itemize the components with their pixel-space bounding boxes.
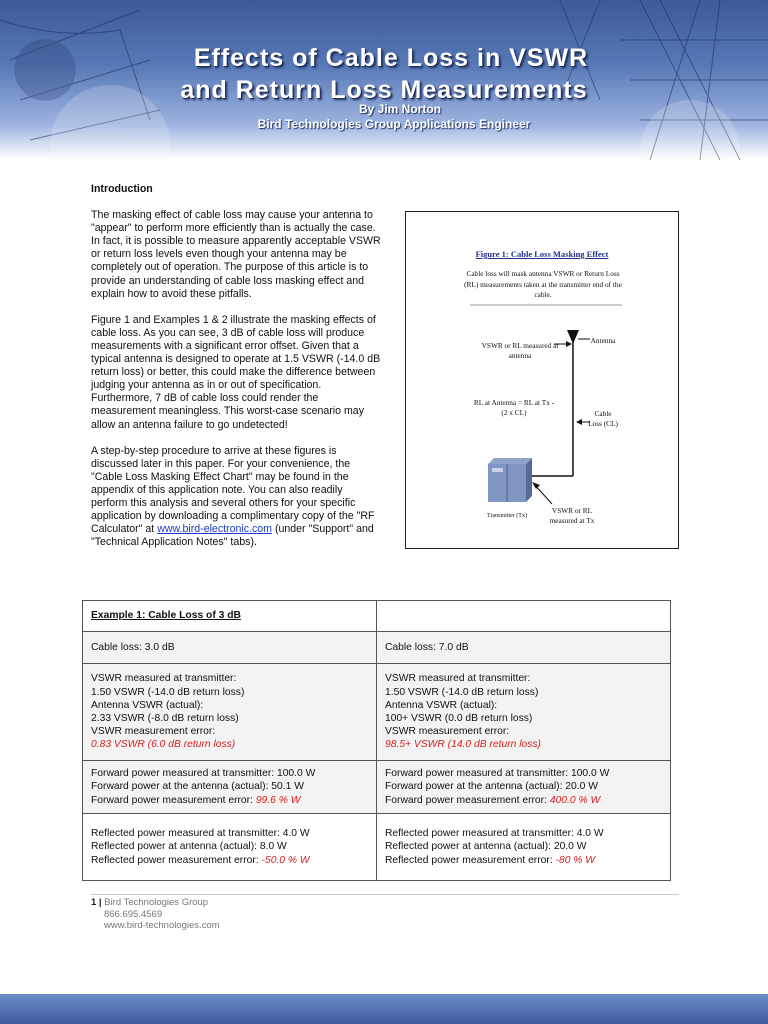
reflected-error-label: Reflected power measurement error: (91, 854, 262, 866)
forward-power-cell-left (83, 761, 377, 814)
reflected-power-line: Reflected power measured at transmitter: 4.0 W (91, 828, 310, 840)
cable-diagram (406, 212, 680, 550)
vswr-tx-label: VSWR or RL measured at Tx (549, 506, 595, 525)
footer-phone: 866.695.4569 (104, 908, 163, 920)
table-row (83, 601, 671, 632)
vswr-antenna-label: VSWR or RL measured at antenna (481, 341, 559, 360)
table-row (83, 761, 671, 814)
reflected-power-cell-right (377, 814, 671, 881)
author-role: Bird Technologies Group Applications Engineer (257, 117, 531, 131)
vswr-line: VSWR measured at transmitter: (385, 673, 531, 685)
forward-power-line: Forward power at the antenna (actual): 20.0 W (385, 781, 598, 793)
forward-power-error-line (91, 794, 368, 807)
forward-error-value: 400.0 % W (549, 794, 601, 806)
intro-paragraph-3-tail: (under "Support" and "Technical Application Notes" tabs). (91, 523, 374, 549)
forward-power-error-line (385, 794, 662, 807)
vswr-line: 2.33 VSWR (-8.0 dB return loss) (91, 713, 239, 724)
page-number: 1 (91, 897, 97, 908)
forward-power-line: Forward power measured at transmitter: 100.0 W (91, 768, 316, 780)
vswr-cell-left (83, 664, 377, 761)
transmitter-icon (488, 458, 532, 502)
author: By Jim Norton (358, 102, 441, 116)
vswr-antenna-arrowhead (566, 341, 572, 347)
title-line-2: and Return Loss Measurements (180, 76, 588, 104)
footer-website: www.bird-technologies.com (104, 920, 220, 931)
example-header (83, 601, 377, 632)
rl-formula: RL at Antenna = RL at Tx - (2 x CL) (473, 398, 555, 417)
vswr-line: VSWR measurement error: (385, 726, 510, 738)
cable-loss-label: Cable Loss (CL) (588, 409, 618, 428)
vswr-line: VSWR measurement error: (91, 726, 216, 738)
reflected-power-line: Reflected power measured at transmitter: 4.0 W (385, 828, 604, 840)
vswr-cell-right (377, 664, 671, 761)
forward-error-label: Forward power measurement error: (91, 794, 256, 806)
vswr-line: 1.50 VSWR (-14.0 dB return loss) (385, 686, 539, 698)
cable-loss-right: Cable loss: 7.0 dB (377, 632, 671, 664)
introduction-heading: Introduction (91, 183, 153, 195)
cable-loss-arrowhead (576, 419, 582, 425)
transmitter-label: Transmitter (Tx) (487, 513, 527, 519)
vswr-line: VSWR measured at transmitter: (91, 673, 237, 685)
footer-company-line (91, 897, 220, 909)
introduction-section (91, 183, 381, 562)
reflected-power-line: Reflected power at antenna (actual): 8.0 W (91, 841, 287, 853)
footer-company: Bird Technologies Group (104, 897, 209, 908)
table-row (83, 814, 671, 881)
reflected-power-line: Reflected power at antenna (actual): 20.0 W (385, 841, 587, 853)
bottom-banner (0, 994, 768, 1024)
cable-loss-left: Cable loss: 3.0 dB (83, 632, 377, 664)
vswr-line: Antenna VSWR (actual): (385, 699, 498, 711)
antenna-icon (567, 330, 579, 344)
intro-paragraph-1: The masking effect of cable loss may cause your antenna to "appear" to perform more efficiently than is actually the case. In fact, it is possible to measure apparently acceptable VSWR or return loss levels even though your antenna may be completely out of operation. The purpose of this article is to provide an understanding of cable loss masking effect and explain how to avoid these pitfalls. (91, 209, 381, 300)
reflected-power-error-line (91, 854, 368, 867)
header-banner (0, 0, 768, 160)
vswr-error-value: 98.5+ VSWR (14.0 dB return loss) (385, 739, 541, 751)
footer-separator: | (96, 897, 105, 908)
example-header-empty (377, 601, 671, 632)
vswr-line: 100+ VSWR (0.0 dB return loss) (385, 713, 533, 724)
forward-power-cell-right (377, 761, 671, 814)
bird-electronic-link[interactable]: www.bird-electronic.com (157, 523, 272, 536)
intro-paragraph-3 (91, 445, 381, 550)
figure-title (406, 249, 678, 259)
forward-error-value: 99.6 % W (255, 794, 301, 806)
footer-divider (91, 894, 679, 895)
example-header-text: Example 1: Cable Loss of 3 dB (91, 610, 241, 622)
figure-title-text: Figure 1: Cable Loss Masking Effect (475, 249, 609, 259)
figure-description: Cable loss will mask antenna VSWR or Return Loss (RL) measurements taken at the transmitter end of the cable. (464, 269, 622, 299)
figure-1 (405, 211, 679, 549)
forward-power-line: Forward power measured at transmitter: 100.0 W (385, 768, 610, 780)
reflected-power-cell-left (83, 814, 377, 881)
vswr-error-value: 0.83 VSWR (6.0 dB return loss) (91, 739, 236, 751)
table-row (83, 664, 671, 761)
reflected-error-value: -50.0 % W (261, 854, 310, 866)
forward-power-line: Forward power at the antenna (actual): 50.1 W (91, 781, 304, 793)
vswr-tx-arrowhead (532, 482, 540, 489)
antenna-label: Antenna (590, 336, 616, 345)
reflected-error-label: Reflected power measurement error: (385, 854, 556, 866)
reflected-power-error-line (385, 854, 662, 867)
example-table (82, 600, 671, 881)
vswr-line: 1.50 VSWR (-14.0 dB return loss) (91, 686, 245, 698)
forward-error-label: Forward power measurement error: (385, 794, 550, 806)
reflected-error-value: -80 % W (555, 854, 596, 866)
intro-paragraph-2: Figure 1 and Examples 1 & 2 illustrate the masking effects of cable loss. As you can see, 3 dB of cable loss will produce measurements with a significant error offset. Given that a typical antenna is designed to operate at 1.5 VSWR (-14.0 dB return loss) or better, this could make the difference between judging your antenna as in or out of specification. Furthermore, 7 dB of cable loss could render the measurement meaningless. This worst-case scenario may allow an antenna failure to go undetected! (91, 313, 381, 431)
intro-paragraph-3-text: A step-by-step procedure to arrive at these figures is discussed later in this paper. For your convenience, the "Cable Loss Masking Effect Chart" may be found in the appendix of this application note. You can also readily perform this analysis and several others for your specific application by downloading a complimentary copy of the "RF Calculator" at (91, 444, 375, 536)
table-row (83, 632, 671, 664)
vswr-line: Antenna VSWR (actual): (91, 699, 204, 711)
title-line-1: Effects of Cable Loss in VSWR (193, 44, 589, 72)
footer (91, 897, 220, 932)
